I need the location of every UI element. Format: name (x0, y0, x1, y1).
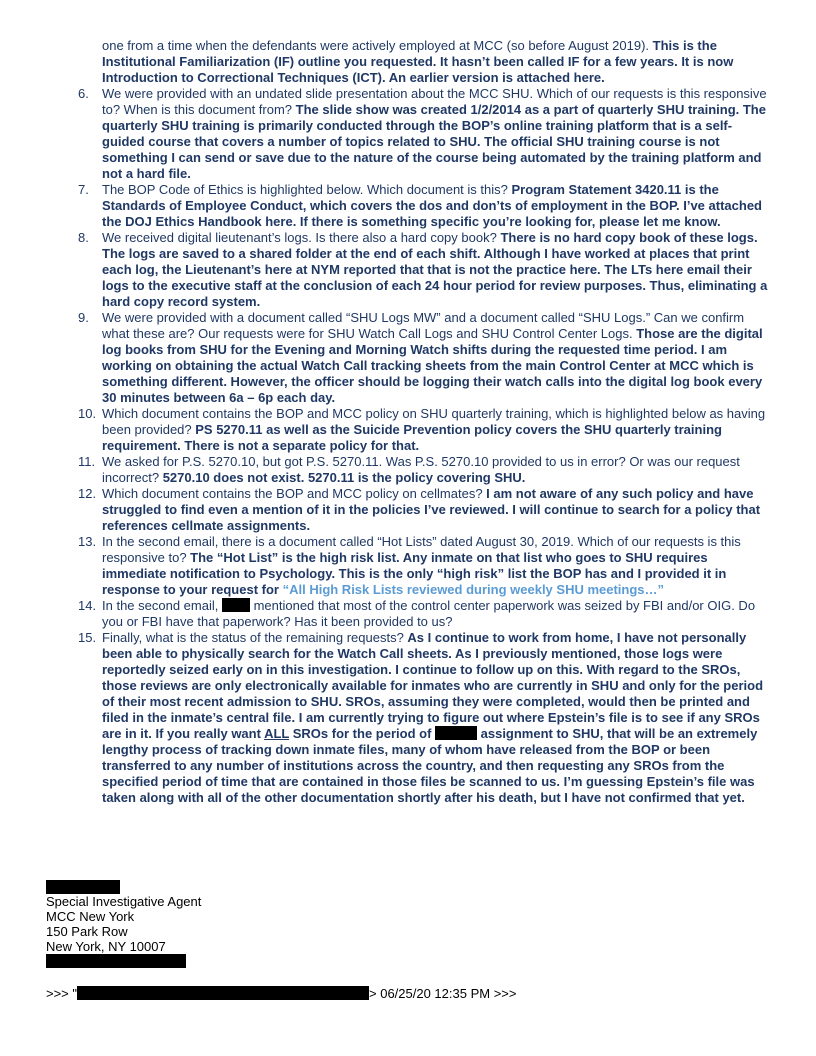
redacted-contact (46, 954, 186, 968)
list-item-6 (78, 86, 768, 182)
redacted-sender (77, 986, 369, 1000)
redaction-box (435, 726, 477, 740)
answer-text: The “Hot List” is the high risk list. Any inmate on that list who goes to SHU requires immediate notification to Psychology. This is the only “high risk” list the BOP has and I provided it in response to your request for (102, 550, 727, 597)
document-body (78, 38, 768, 806)
item-number: 7. (78, 182, 89, 197)
answer-text: The slide show was created 1/2/2014 as a part of quarterly SHU training. The quarterly SHU training is primarily conducted through the BOP’s online training platform that is a self-guided course that covers a number of topics related to SHU. The official SHU training course is not something I can send or save due to the nature of the course being automated by the training platform and not a hard file. (102, 102, 766, 181)
item-number: 9. (78, 310, 89, 325)
question-text: Which document contains the BOP and MCC policy on cellmates? (102, 486, 487, 501)
list-item-8 (78, 230, 768, 310)
list-item-14 (78, 598, 768, 630)
signature-org: MCC New York (46, 909, 135, 924)
answer-text: As I continue to work from home, I have not personally been able to physically search for the Watch Call sheets. As I previously mentioned, those logs were reportedly seized early on in this investigation. I continue to follow up on this. With regard to the SROs, those reviews are only electronically available for inmates who are currently in SHU and only for the period of their most recent admission to SHU. SROs, assuming they were completed, would then be printed and filed in the inmate’s central file. I am currently trying to figure out where Epstein’s file is to see if any SROs are in it. If you really want (102, 630, 764, 741)
item-number: 8. (78, 230, 89, 245)
answer-text: I am not aware of any such policy and have struggled to find even a mention of it in the policies I’ve reviewed. I will continue to search for a policy that references cellmate assignments. (102, 486, 761, 533)
question-text: We were provided with a document called “SHU Logs MW” and a document called “SHU Logs.” Can we confirm what these are? Our requests were for SHU Watch Call Logs and SHU Control Center Logs. (102, 310, 745, 341)
answer-emphasis: ALL (264, 726, 290, 741)
list-item-7 (78, 182, 768, 230)
forwarded-header (46, 986, 516, 1002)
answer-text: There is no hard copy book of these logs. The logs are saved to a shared folder at the end of each shift. Although I have worked at places that print each log, the Lieutenant’s here at NYM reported that that is not the practice here. The LTs here email their logs to the executive staff at the conclusion of each 24 hour period for review purposes. Thus, eliminating a hard copy record system. (102, 230, 768, 309)
answer-text: Program Statement 3420.11 is the Standards of Employee Conduct, which covers the dos and don’ts of employment in the BOP. I’ve attached the DOJ Ethics Handbook here. If there is something specific you’re looking for, please let me know. (102, 182, 762, 229)
item-number: 13. (78, 534, 97, 549)
list-item-15 (78, 630, 768, 806)
item-number: 11. (78, 454, 96, 469)
quoted-request: “All High Risk Lists reviewed during weekly SHU meetings…” (282, 582, 665, 597)
signature-title: Special Investigative Agent (46, 894, 202, 909)
item-number: 6. (78, 86, 89, 101)
list-item-12 (78, 486, 768, 534)
item-number: 15. (78, 630, 97, 645)
item-number: 14. (78, 598, 97, 613)
signature-city: New York, NY 10007 (46, 939, 166, 954)
question-text: We were provided with an undated slide presentation about the MCC SHU. Which of our requests is this responsive to? When is this document from? (102, 86, 767, 117)
answer-text: 5270.10 does not exist. 5270.11 is the policy covering SHU. (162, 470, 526, 485)
answer-text: PS 5270.11 as well as the Suicide Prevention policy covers the SHU quarterly training requirement. There is not a separate policy for that. (102, 422, 722, 453)
answer-text: SROs for the period of (289, 726, 436, 741)
answer-text: Those are the digital log books from SHU for the Evening and Morning Watch shifts during the requested time period. I am working on obtaining the actual Watch Call tracking sheets from the main Control Center at MCC which is something different. However, the officer should be logging their watch calls into the digital log book every 30 minutes between 6a – 6p each day. (102, 326, 763, 405)
question-text: Which document contains the BOP and MCC policy on SHU quarterly training, which is highlighted below as having been provided? (102, 406, 766, 437)
paragraph-text: one from a time when the defendants were actively employed at MCC (so before August 2019). (102, 38, 653, 53)
question-text: We asked for P.S. 5270.10, but got P.S. 5270.11. Was P.S. 5270.10 provided to us in error? Or was our request incorrect? (102, 454, 740, 485)
question-text: We received digital lieutenant’s logs. Is there also a hard copy book? (102, 230, 501, 245)
question-text: In the second email, (102, 598, 222, 613)
question-text: mentioned that most of the control center paperwork was seized by FBI and/or OIG. Do you or FBI have that paperwork? Has it been provided to us? (102, 598, 756, 629)
answer-text: assignment to SHU, that will be an extremely lengthy process of tracking down inmate files, many of whom have released from the BOP or been transferred to any number of institutions across the country, and then requesting any SROs from the specified period of time that are contained in those files be scanned to us. I’m guessing Epstein’s file was taken along with all of the other documentation shortly after his death, but I have not confirmed that yet. (102, 726, 758, 805)
forward-timestamp: > 06/25/20 12:35 PM >>> (369, 986, 517, 1001)
answer-text: This is the Institutional Familiarization (IF) outline you requested. It hasn’t been called IF for a few years. It is now Introduction to Correctional Techniques (ICT). An earlier version is attached here. (102, 38, 734, 85)
redaction-box (222, 598, 250, 612)
question-text: In the second email, there is a document called “Hot Lists” dated August 30, 2019. Which of our requests is this responsive to? (102, 534, 741, 565)
question-text: The BOP Code of Ethics is highlighted below. Which document is this? (102, 182, 512, 197)
item-number: 10. (78, 406, 97, 421)
forward-prefix: >>> " (46, 986, 78, 1001)
signature-block (46, 880, 201, 968)
continuation-paragraph (78, 38, 768, 86)
list-item-11 (78, 454, 768, 486)
list-item-9 (78, 310, 768, 406)
item-number: 12. (78, 486, 97, 501)
question-text: Finally, what is the status of the remaining requests? (102, 630, 408, 645)
list-item-10 (78, 406, 768, 454)
list-item-13 (78, 534, 768, 598)
redacted-name (46, 880, 120, 894)
signature-street: 150 Park Row (46, 924, 128, 939)
